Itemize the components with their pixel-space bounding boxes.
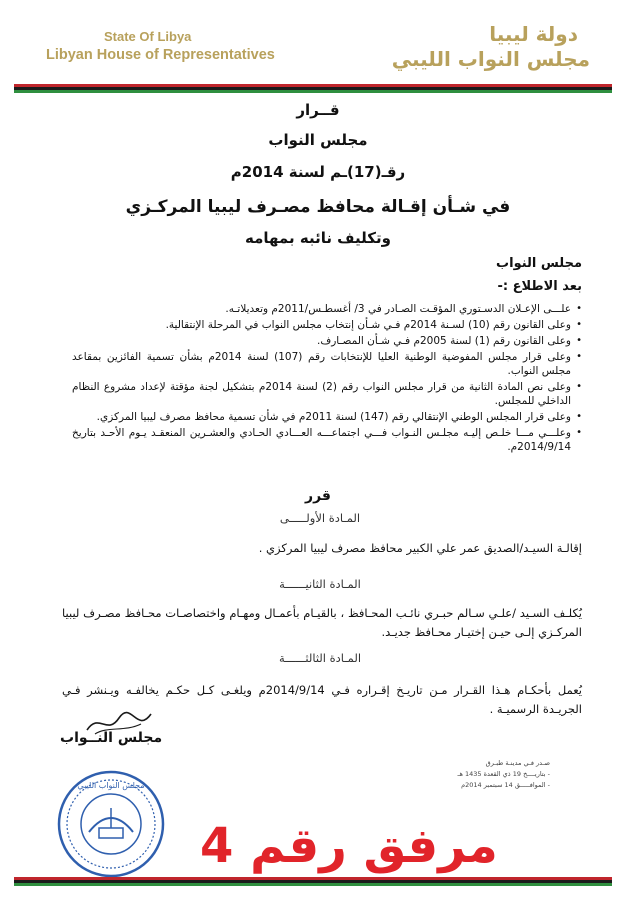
article-3-text: يُعمل بأحكـام هـذا القـرار مـن تاريـخ إقـراره فـي 2014/9/14م ويلغـى كـل حكـم يخالفـه ويـنشر فـي الجريـدة الرسميـة . — [62, 683, 582, 716]
preamble-house-label: مجلس النواب — [496, 256, 582, 271]
header-english — [46, 28, 275, 65]
registration-hijri-date: - بتاريــــخ 19 ذي القعدة 1435 هـ — [457, 770, 550, 778]
house-of-representatives-en: Libyan House of Representatives — [46, 46, 275, 63]
clause-item: • وعلى قرار المجلس الوطني الإنتقالي رقم (147) لسنة 2011م في شأن تسمية محافظ مصرف ليبيا المركزي. — [72, 410, 582, 424]
registration-info — [400, 758, 550, 791]
official-seal-icon — [55, 768, 167, 880]
clause-item: • وعلـــي مـــا خلـص إليـه مجلـس النـواب فـــي اجتماعـــه العـــادي الحـادي والعشـرين المنعقـد يـوم الأحـد بتاريخ 2014/9/14م. — [72, 426, 582, 454]
clause-item: • وعلى القانون رقم (10) لسـنة 2014م فـي شـأن إنتخاب مجلس النواب في المرحلة الإنتقالية. — [72, 318, 582, 332]
decree-label: قــرار — [296, 101, 340, 119]
decree-subject-2: وتكليف نائبه بمهامه — [245, 229, 391, 247]
after-review-label: بعد الاطلاع :- — [497, 279, 582, 294]
registration-place: صـدر فـي مدينـة طبـرق — [485, 759, 550, 767]
clause-item: • وعلى القانون رقم (1) لسنة 2005م فـي شـأن المصـارف. — [72, 334, 582, 348]
header-arabic — [392, 22, 590, 72]
article-1-heading: المـادة الأولـــــى — [279, 511, 361, 525]
clause-item: • وعلى نص المادة الثانية من قرار مجلس النواب رقم (2) لسنة 2014م بتشكيل لجنة مؤقتة لإعداد مشروع النظام الداخلي للمجلس. — [72, 380, 582, 408]
state-of-libya-ar: دولة ليبيا — [489, 22, 578, 46]
clause-item: • علـــى الإعـلان الدسـتوري المؤقـت الصـادر في 3/ أغسطـس/2011م وتعديلاتـه. — [72, 302, 582, 316]
decided-label: قرر — [305, 488, 331, 504]
decree-subject: في شـأن إقـالة محافظ مصـرف ليبيا المركـزي — [125, 197, 511, 217]
signature-label: مجلس النــواب — [60, 730, 163, 746]
registration-gregorian-date: - الموافـــــق 14 سبتمبر 2014م — [461, 781, 550, 789]
article-1-text: إقالـة السيـد/الصديق عمر علي الكبير محافظ مصرف ليبيا المركزي . — [258, 541, 582, 555]
issuer: مجلس النواب — [268, 131, 368, 149]
attachment-watermark: مرفق رقم 4 — [200, 818, 498, 874]
decree-number: رقـ(17)ـم لسنة 2014م — [230, 163, 406, 181]
article-3-heading: المـادة الثالثــــــة — [278, 651, 362, 665]
clause-item: • وعلى قرار مجلس المفوضية الوطنية العليا للإنتخابات رقم (107) لسنة 2014م بشأن تسمية الفائزين بمقاعد مجلس النواب. — [72, 350, 582, 378]
state-of-libya-en: State Of Libya — [104, 29, 192, 44]
article-2-text: يُكلـف السـيد /علـي سـالم حبـري نائـب المحـافظ ، بالقيـام بأعمـال ومهـام واختصاصـات محـافظ مصـرف ليبيا المركـزي إلـى حيـن إختيـار محـافظ جديـد. — [62, 606, 582, 639]
article-2-heading: المـادة الثانيــــــة — [279, 577, 361, 591]
seal-text: مجلس النواب الليبي — [77, 781, 145, 790]
footer-flag-green-stripe — [14, 883, 612, 886]
preamble-clauses — [72, 302, 582, 456]
header-flag-green-stripe — [14, 90, 612, 93]
house-of-representatives-ar: مجلس النواب الليبي — [391, 47, 590, 71]
